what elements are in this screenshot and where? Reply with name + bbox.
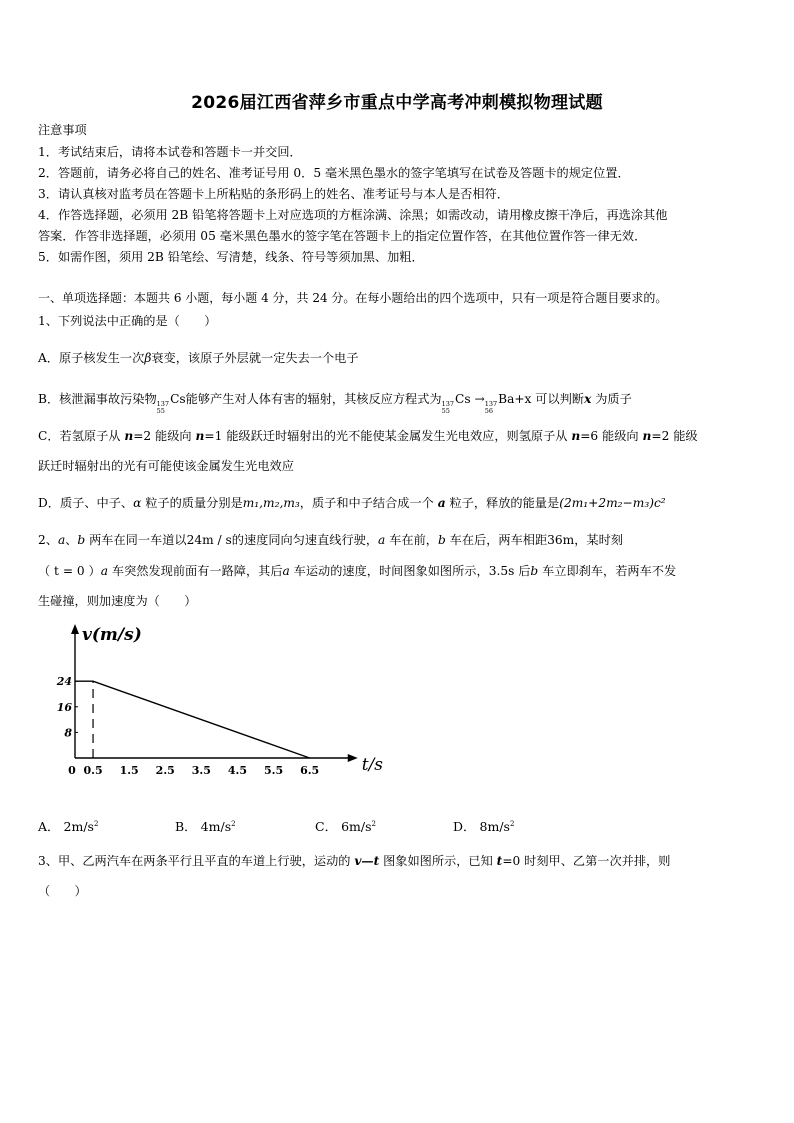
q3-stem: 3、甲、乙两汽车在两条平行且平直的车道上行驶，运动的 v—t 图象如图所示，已知 t=0 时刻甲、乙第一次并排，则	[38, 854, 671, 868]
q1-option-d: D．质子、中子、α 粒子的质量分别是m₁,m₂,m₃，质子和中子结合成一个 a 粒子，释放的能量是(2m₁+2m₂−m₃)c²	[38, 496, 666, 510]
x-axis-label: t/s	[361, 755, 384, 775]
y-tick-label: 8	[64, 726, 72, 740]
q2-choice-b[interactable]: B． $4m/s^2$	[175, 819, 236, 834]
x-tick-label: 4.5	[227, 764, 248, 777]
q1-option-a: A．原子核发生一次β衰变，该原子外层就一定失去一个电子	[38, 351, 359, 365]
notice-item-1: 1．考试结束后，请将本试卷和答题卡一并交回．	[38, 145, 302, 159]
x-axis-arrow	[348, 754, 358, 762]
notice-item-2: 2．答题前，请务必将自己的姓名、准考证号用 0．5 毫米黑色墨水的签字笔填写在试卷及答题卡的规定位置．	[38, 166, 630, 180]
q3-stem-cont: （ ）	[38, 884, 87, 898]
vt-graph	[30, 618, 400, 808]
y-tick-label: 24	[56, 675, 72, 689]
x-tick-label: 0.5	[83, 764, 103, 777]
y-axis-label: v(m/s)	[82, 625, 142, 645]
x-tick-label: 5.5	[263, 764, 284, 777]
x-tick-label: 3.5	[191, 764, 211, 777]
q1-option-c-cont: 跃迁时辐射出的光有可能使该金属发生光电效应	[38, 459, 294, 473]
q2-stem-line1: 2、a、b 两车在同一车道以24m / s的速度同向匀速直线行驶，a 车在前，b 车在后，两车相距36m，某时刻	[38, 533, 623, 547]
series-line	[75, 681, 310, 758]
x-tick-label: 0	[68, 764, 76, 777]
q1-option-b: B．核泄漏事故污染物 137 55 Cs能够产生对人体有害的辐射，其核反应方程式为 137 55 Cs → 137 56 Ba+x 可以判断x 为质子	[38, 392, 632, 415]
notice-item-4: 4．作答选择题，必须用 2B 铅笔将答题卡上对应选项的方框涂满、涂黑；如需改动，请用橡皮擦干净后，再选涂其他	[38, 208, 668, 222]
y-axis-arrow	[71, 624, 79, 634]
q2-stem-line2: （ t = 0 ）a 车突然发现前面有一路障，其后a 车运动的速度，时间图象如图所示，3.5s 后b 车立即刹车，若两车不发	[38, 564, 677, 578]
x-tick-label: 2.5	[155, 764, 175, 777]
section-heading: 一、单项选择题：本题共 6 小题，每小题 4 分，共 24 分。在每小题给出的四个选项中，只有一项是符合题目要求的。	[38, 291, 668, 305]
notice-heading: 注意事项	[38, 123, 87, 137]
page-title: 2026届江西省萍乡市重点中学高考冲刺模拟物理试题	[191, 93, 603, 113]
notice-item-5: 5．如需作图，须用 2B 铅笔绘、写清楚，线条、符号等须加黑、加粗．	[38, 250, 424, 264]
x-tick-label: 1.5	[119, 764, 139, 777]
q1-option-c: C．若氢原子从 n=2 能级向 n=1 能级跃迁时辐射出的光不能使某金属发生光电效应，则氢原子从 n=6 能级向 n=2 能级	[38, 429, 698, 443]
notice-item-4-cont: 答案．作答非选择题，必须用 05 毫米黑色墨水的签字笔在答题卡上的指定位置作答，在其他位置作答一律无效．	[38, 229, 647, 243]
q2-choice-c[interactable]: C． $6m/s^2$	[315, 819, 376, 834]
q2-choice-d[interactable]: D． $8m/s^2$	[453, 819, 515, 834]
q2-choice-a[interactable]: A． $2m/s^2$	[38, 819, 99, 834]
notice-item-3: 3．请认真核对监考员在答题卡上所粘贴的条形码上的姓名、准考证号与本人是否相符．	[38, 187, 509, 201]
q1-stem: 1、下列说法中正确的是（ ）	[38, 314, 217, 328]
q2-stem-line3: 生碰撞，则加速度为（ ）	[38, 594, 197, 608]
y-tick-label: 16	[56, 700, 72, 714]
x-tick-label: 6.5	[300, 764, 320, 777]
